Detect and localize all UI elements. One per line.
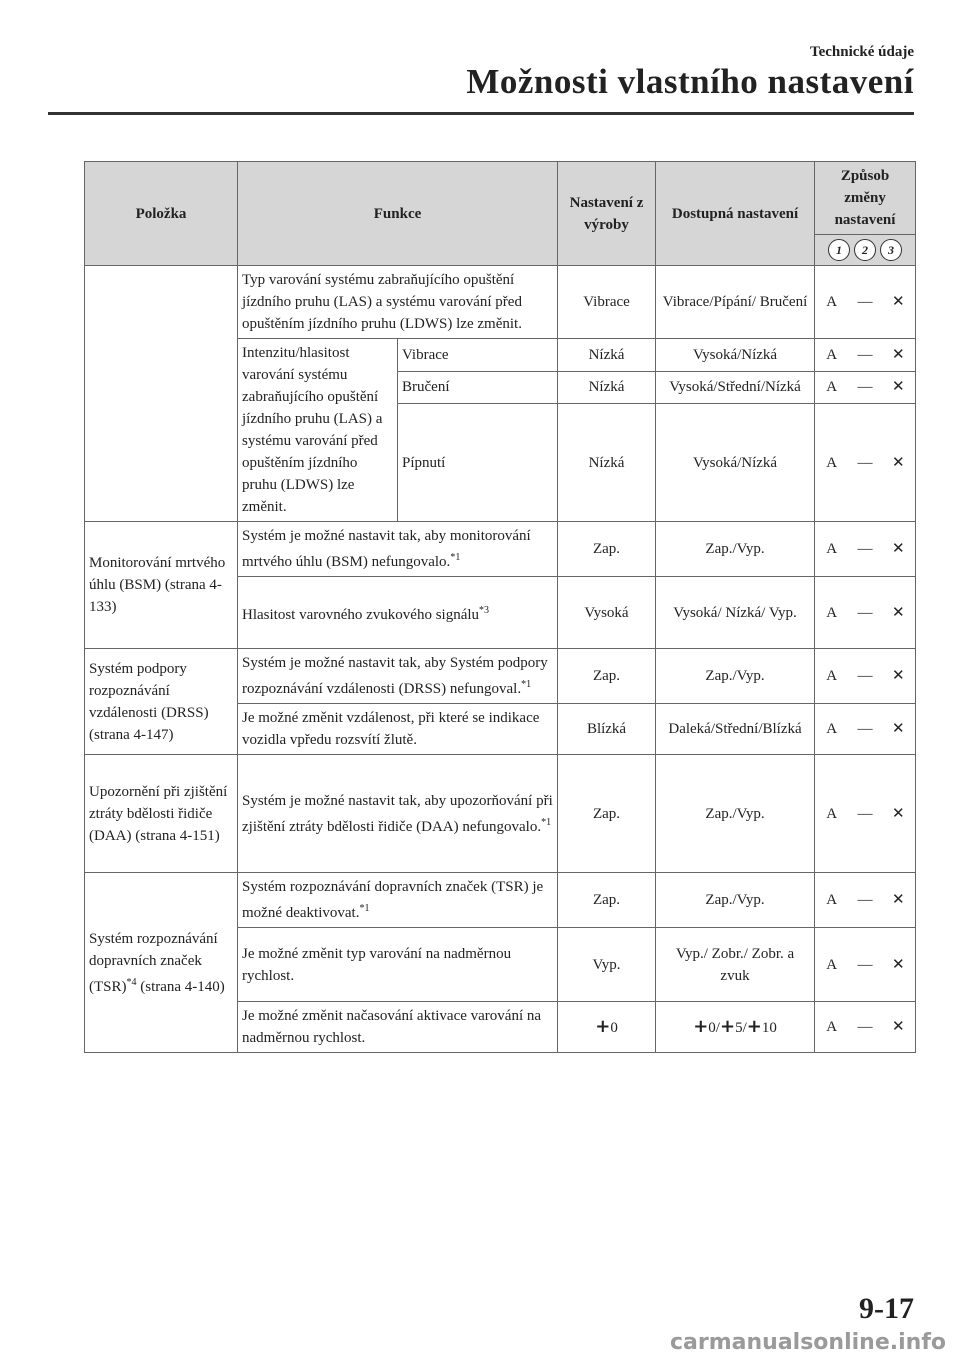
options-cell: Vyp./ Zobr./ Zobr. a zvuk — [656, 928, 815, 1002]
function-cell: Systém je možné nastavit tak, aby upozorňování při zjištění ztráty bdělosti řidiče (DAA) nefungovalo.$^{*1}$ — [238, 755, 558, 873]
function-cell: Je možné změnit vzdálenost, při které se indikace vozidla vpředu rozsvítí žlutě. — [238, 704, 558, 755]
page-number: 9-17 — [859, 1292, 914, 1325]
method-flags — [815, 649, 916, 704]
sub-function-cell: Vibrace — [398, 339, 558, 372]
col-header-function: Funkce — [238, 162, 558, 266]
default-cell: Zap. — [558, 649, 656, 704]
sub-function-cell: Bručení — [398, 371, 558, 404]
settings-table — [84, 161, 916, 1053]
method-flags — [815, 371, 916, 404]
flag-dash: — — [857, 604, 873, 621]
cross-icon: ✕ — [892, 294, 905, 310]
table-header-row — [85, 162, 916, 235]
footnote-marker: *1 — [521, 679, 532, 690]
cross-icon: ✕ — [892, 892, 905, 908]
default-cell: +0 — [558, 1002, 656, 1053]
plus-icon: + — [693, 1015, 709, 1037]
item-cell-bsm: Monitorování mrtvého úhlu (BSM) (strana 4-133) — [85, 522, 238, 649]
options-cell: Vysoká/Nízká — [656, 404, 815, 522]
watermark: carmanualsonline.info — [670, 1330, 946, 1355]
flag-dash: — — [857, 892, 873, 908]
col-header-available: Dostupná nastavení — [656, 162, 815, 266]
options-cell: Zap./Vyp. — [656, 755, 815, 873]
default-cell: Vyp. — [558, 928, 656, 1002]
plus-icon: + — [746, 1015, 762, 1037]
method-1-icon: 1 — [828, 239, 850, 261]
function-cell: Typ varování systému zabraňujícího opuštění jízdního pruhu (LAS) a systému varování před opuštěním jízdního pruhu (LDWS) lze změnit. — [238, 266, 558, 339]
method-flags — [815, 404, 916, 522]
section-heading: Technické údaje — [809, 44, 914, 60]
plus-icon: + — [595, 1015, 611, 1037]
function-cell: Systém rozpoznávání dopravních značek (TSR) je možné deaktivovat.$^{*1}$ — [238, 873, 558, 928]
cross-icon: ✕ — [892, 454, 905, 471]
method-2-icon: 2 — [854, 239, 876, 261]
options-cell: Daleká/Střední/Blízká — [656, 704, 815, 755]
flag-a: A — [826, 541, 838, 557]
flag-dash: — — [857, 541, 873, 557]
flag-a: A — [826, 721, 838, 737]
flag-a: A — [826, 1019, 838, 1035]
method-flags — [815, 339, 916, 372]
item-cell-daa: Upozornění při zjištění ztráty bdělosti řidiče (DAA) (strana 4-151) — [85, 755, 238, 873]
function-cell: Intenzitu/hlasitost varování systému zabraňujícího opuštění jízdního pruhu (LAS) a systému varování před opuštěním jízdního pruhu (LDWS) lze změnit. — [238, 339, 398, 522]
default-cell: Vibrace — [558, 266, 656, 339]
method-3-icon: 3 — [880, 239, 902, 261]
flag-dash: — — [857, 346, 873, 363]
cross-icon: ✕ — [892, 379, 905, 396]
flag-a: A — [826, 346, 838, 363]
flag-a: A — [826, 956, 838, 973]
default-cell: Zap. — [558, 873, 656, 928]
flag-dash: — — [857, 379, 873, 396]
table-row — [85, 522, 916, 577]
function-cell: Je možné změnit typ varování na nadměrnou rychlost. — [238, 928, 558, 1002]
flag-a: A — [826, 379, 838, 396]
footnote-marker: *1 — [450, 552, 461, 563]
function-cell: Systém je možné nastavit tak, aby monitorování mrtvého úhlu (BSM) nefungovalo.$^{*1}$ — [238, 522, 558, 577]
method-flags — [815, 755, 916, 873]
col-header-item: Položka — [85, 162, 238, 266]
item-cell-tsr: Systém rozpoznávání dopravních značek (TSR)$^{*4}$ (strana 4-140) — [85, 873, 238, 1053]
options-cell: Zap./Vyp. — [656, 522, 815, 577]
footnote-marker: *4 — [126, 976, 137, 988]
cross-icon: ✕ — [892, 604, 905, 621]
flag-dash: — — [857, 956, 873, 973]
footnote-marker: *3 — [479, 604, 490, 616]
table-row — [85, 649, 916, 704]
flag-a: A — [826, 668, 838, 684]
method-flags — [815, 266, 916, 339]
col-header-method: Způsob změny nastavení — [815, 162, 916, 235]
cross-icon: ✕ — [892, 805, 905, 822]
table-row — [85, 266, 916, 339]
plus-icon: + — [719, 1015, 736, 1037]
page-title: Možnosti vlastního nastavení — [466, 62, 914, 101]
function-cell: Je možné změnit načasování aktivace varování na nadměrnou rychlost. — [238, 1002, 558, 1053]
title-divider — [48, 112, 914, 115]
options-cell: +0/+5/+10 — [656, 1002, 815, 1053]
footnote-marker: *1 — [541, 816, 552, 828]
flag-dash: — — [857, 294, 873, 310]
cross-icon: ✕ — [892, 346, 905, 363]
flag-a: A — [826, 892, 838, 908]
method-flags — [815, 577, 916, 649]
method-flags — [815, 1002, 916, 1053]
item-cell-las — [85, 266, 238, 522]
table-row — [85, 873, 916, 928]
method-flags — [815, 873, 916, 928]
default-cell: Vysoká — [558, 577, 656, 649]
options-cell: Zap./Vyp. — [656, 873, 815, 928]
col-header-factory: Nastavení z výroby — [558, 162, 656, 266]
method-flags — [815, 522, 916, 577]
flag-a: A — [826, 604, 838, 621]
options-cell: Vysoká/Střední/Nízká — [656, 371, 815, 404]
default-cell: Blízká — [558, 704, 656, 755]
default-cell: Nízká — [558, 339, 656, 372]
cross-icon: ✕ — [892, 1019, 905, 1035]
flag-a: A — [826, 454, 838, 471]
function-cell: Hlasitost varovného zvukového signálu$^{*3}$ — [238, 577, 558, 649]
default-cell: Zap. — [558, 522, 656, 577]
flag-dash: — — [857, 454, 873, 471]
cross-icon: ✕ — [892, 956, 905, 973]
default-cell: Zap. — [558, 755, 656, 873]
cross-icon: ✕ — [892, 541, 905, 557]
default-cell: Nízká — [558, 404, 656, 522]
options-cell: Vysoká/ Nízká/ Vyp. — [656, 577, 815, 649]
flag-dash: — — [857, 805, 873, 822]
default-cell: Nízká — [558, 371, 656, 404]
item-cell-drss: Systém podpory rozpoznávání vzdálenosti (DRSS) (strana 4-147) — [85, 649, 238, 755]
footnote-marker: *1 — [359, 903, 370, 914]
flag-a: A — [826, 294, 838, 310]
options-cell: Vibrace/Pípání/ Bručení — [656, 266, 815, 339]
options-cell: Zap./Vyp. — [656, 649, 815, 704]
flag-dash: — — [857, 668, 873, 684]
sub-function-cell: Pípnutí — [398, 404, 558, 522]
method-icons — [815, 235, 916, 266]
cross-icon: ✕ — [892, 721, 905, 737]
flag-dash: — — [857, 721, 873, 737]
method-flags — [815, 928, 916, 1002]
function-cell: Systém je možné nastavit tak, aby Systém podpory rozpoznávání vzdálenosti (DRSS) nefungoval.$^{*1}$ — [238, 649, 558, 704]
method-flags — [815, 704, 916, 755]
table-row — [85, 755, 916, 873]
cross-icon: ✕ — [892, 668, 905, 684]
options-cell: Vysoká/Nízká — [656, 339, 815, 372]
flag-dash: — — [857, 1019, 873, 1035]
flag-a: A — [826, 805, 838, 822]
